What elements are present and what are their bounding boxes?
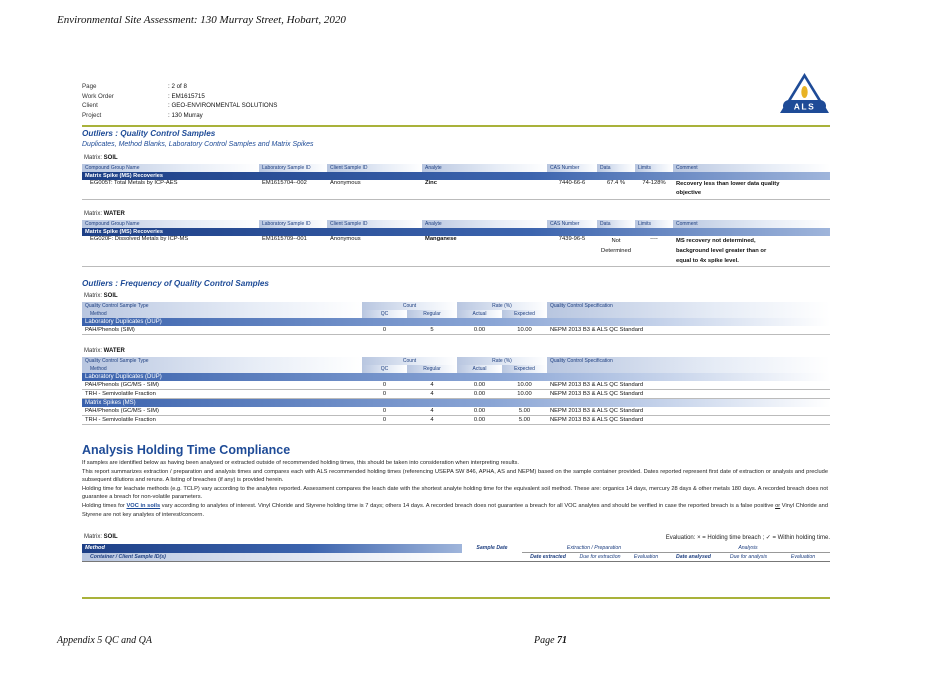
qc-water-table <box>82 220 830 267</box>
meta-value: : EM1615715 <box>168 92 205 100</box>
category-bar: Laboratory Duplicates (DUP) <box>82 373 830 381</box>
table-row: TRH - Semivolatile Fraction 0 4 0.00 5.00 NEPM 2013 B3 & ALS QC Standard <box>82 416 830 425</box>
holding-time-table <box>82 544 830 562</box>
meta-value: : GEO-ENVIRONMENTAL SOLUTIONS <box>168 102 278 109</box>
table-row: TRH - Semivolatile Fraction 0 4 0.00 10.00 NEPM 2013 B3 & ALS QC Standard <box>82 390 830 399</box>
table-header-row: Compound Group Name Laboratory Sample ID Client Sample ID Analyte CAS Number Data Limits Comment <box>82 220 830 228</box>
qc-soil-table <box>82 164 830 200</box>
outliers-qc-subtitle: Duplicates, Method Blanks, Laboratory Control Samples and Matrix Spikes <box>82 141 314 148</box>
paragraph: If samples are identified below as having been analysed or extracted outside of recommended holding times, this should be taken into consideration when interpreting results. <box>82 460 519 466</box>
logo-flame <box>801 86 807 98</box>
meta-value: : 2 of 8 <box>168 83 187 90</box>
holding-time-title: Analysis Holding Time Compliance <box>82 443 291 457</box>
matrix-soil-label: Matrix: SOIL <box>84 155 118 161</box>
voc-in-soils-link[interactable]: VOC in soils <box>126 502 161 509</box>
report-page <box>82 80 830 605</box>
top-rule <box>82 125 830 127</box>
table-header-row: Method QC Regular Actual Expected <box>82 310 830 318</box>
meta-label: Work Order <box>82 92 114 100</box>
footer-page-number: Page 71 <box>534 635 568 646</box>
table-row: PAH/Phenols (SIM) 0 5 0.00 10.00 NEPM 2013 B3 & ALS QC Standard <box>82 326 830 335</box>
meta-label: Page <box>82 83 97 90</box>
holding-time-text <box>82 459 828 519</box>
meta-label: Project <box>82 111 102 119</box>
category-bar: Laboratory Duplicates (DUP) <box>82 318 830 326</box>
table-header-row: Compound Group Name Laboratory Sample ID Client Sample ID Analyte CAS Number Data Limits Comment <box>82 164 830 172</box>
report-meta <box>82 82 277 120</box>
table-header-row: Container / Client Sample ID(s) Date extracted Due for extraction Evaluation Date analysed Due for analysis Evaluation <box>82 553 830 562</box>
matrix-water-label: Matrix: WATER <box>84 348 125 354</box>
category-bar: Matrix Spikes (MS) <box>82 399 830 408</box>
table-header-row: Quality Control Sample Type Count Rate (%) Quality Control Specification <box>82 302 830 310</box>
matrix-water-label: Matrix: WATER <box>84 211 125 217</box>
section-bar: Matrix Spike (MS) Recoveries <box>82 228 830 236</box>
frequency-title: Outliers : Frequency of Quality Control Samples <box>82 279 269 288</box>
paragraph: This report summarizes extraction / preparation and analysis times and compares each with ALS recommended holding times (referencing USEPA SW 846, APHA, AS and NEPM) based on the sample container provided. Dates reported represent first date of extraction or analysis and preclude subsequent dilutions and reruns. A listing of breaches (if any) is provided herein. <box>82 468 828 484</box>
table-row: EG005T: Total Metals by ICP-AES EM1615704--002 Anonymous Zinc 7440-66-6 67.4 % 74-128% Recovery less than lower data quality objective <box>82 180 830 200</box>
section-bar: Matrix Spike (MS) Recoveries <box>82 172 830 180</box>
meta-row <box>82 92 277 102</box>
als-logo <box>777 72 832 116</box>
logo-text: ALS <box>793 101 816 112</box>
table-row: PAH/Phenols (GC/MS - SIM) 0 4 0.00 5.00 NEPM 2013 B3 & ALS QC Standard <box>82 407 830 416</box>
paragraph: Holding time for leachate methods (e.g. TCLP) vary according to the analytes reported. Assessment compares the leach date with the shortest analyte holding time for the equivalent soil method. These are: organics 14 days, mercury 28 days & other metals 180 days. A recorded breach does not guarantee a breach for non-volatile parameters. <box>82 485 828 501</box>
matrix-soil-label: Matrix: SOIL <box>84 534 118 540</box>
meta-value: : 130 Murray <box>168 111 203 119</box>
evaluation-legend: Evaluation: × = Holding time breach ; ✓ = Within holding time. <box>665 535 830 541</box>
document-header-title: Environmental Site Assessment: 130 Murray Street, Hobart, 2020 <box>57 14 346 26</box>
paragraph: Holding times for VOC in soils vary according to analytes of interest. Vinyl Chloride and Styrene holding time is 7 days; others 14 days. A recorded breach does not guarantee a breach for all VOC analytes and should be verified in case the reported breach is a false positive or Vinyl Chloride and Styrene are not key analytes of interest/concern. <box>82 502 828 518</box>
meta-row <box>82 101 277 111</box>
meta-label: Client <box>82 102 98 109</box>
frequency-soil-table <box>82 302 830 335</box>
meta-row <box>82 111 277 121</box>
table-row: PAH/Phenols (GC/MS - SIM) 0 4 0.00 10.00 NEPM 2013 B3 & ALS QC Standard <box>82 381 830 390</box>
table-header-row: Method Sample Date Extraction / Preparation Analysis <box>82 544 830 553</box>
table-header-row: Method QC Regular Actual Expected <box>82 365 830 373</box>
table-row: EG020F: Dissolved Metals by ICP-MS EM1615709--001 Anonymous Manganese 7439-96-5 Not Determined ---- MS recovery not determined, background level greater than or equal to 4x spike level. <box>82 236 830 267</box>
bottom-rule <box>82 597 830 599</box>
outliers-qc-title: Outliers : Quality Control Samples <box>82 129 216 138</box>
matrix-soil-label: Matrix: SOIL <box>84 293 118 299</box>
frequency-water-table <box>82 357 830 425</box>
table-header-row: Quality Control Sample Type Count Rate (%) Quality Control Specification <box>82 357 830 365</box>
footer-appendix: Appendix 5 QC and QA <box>57 635 152 646</box>
meta-row <box>82 82 277 92</box>
